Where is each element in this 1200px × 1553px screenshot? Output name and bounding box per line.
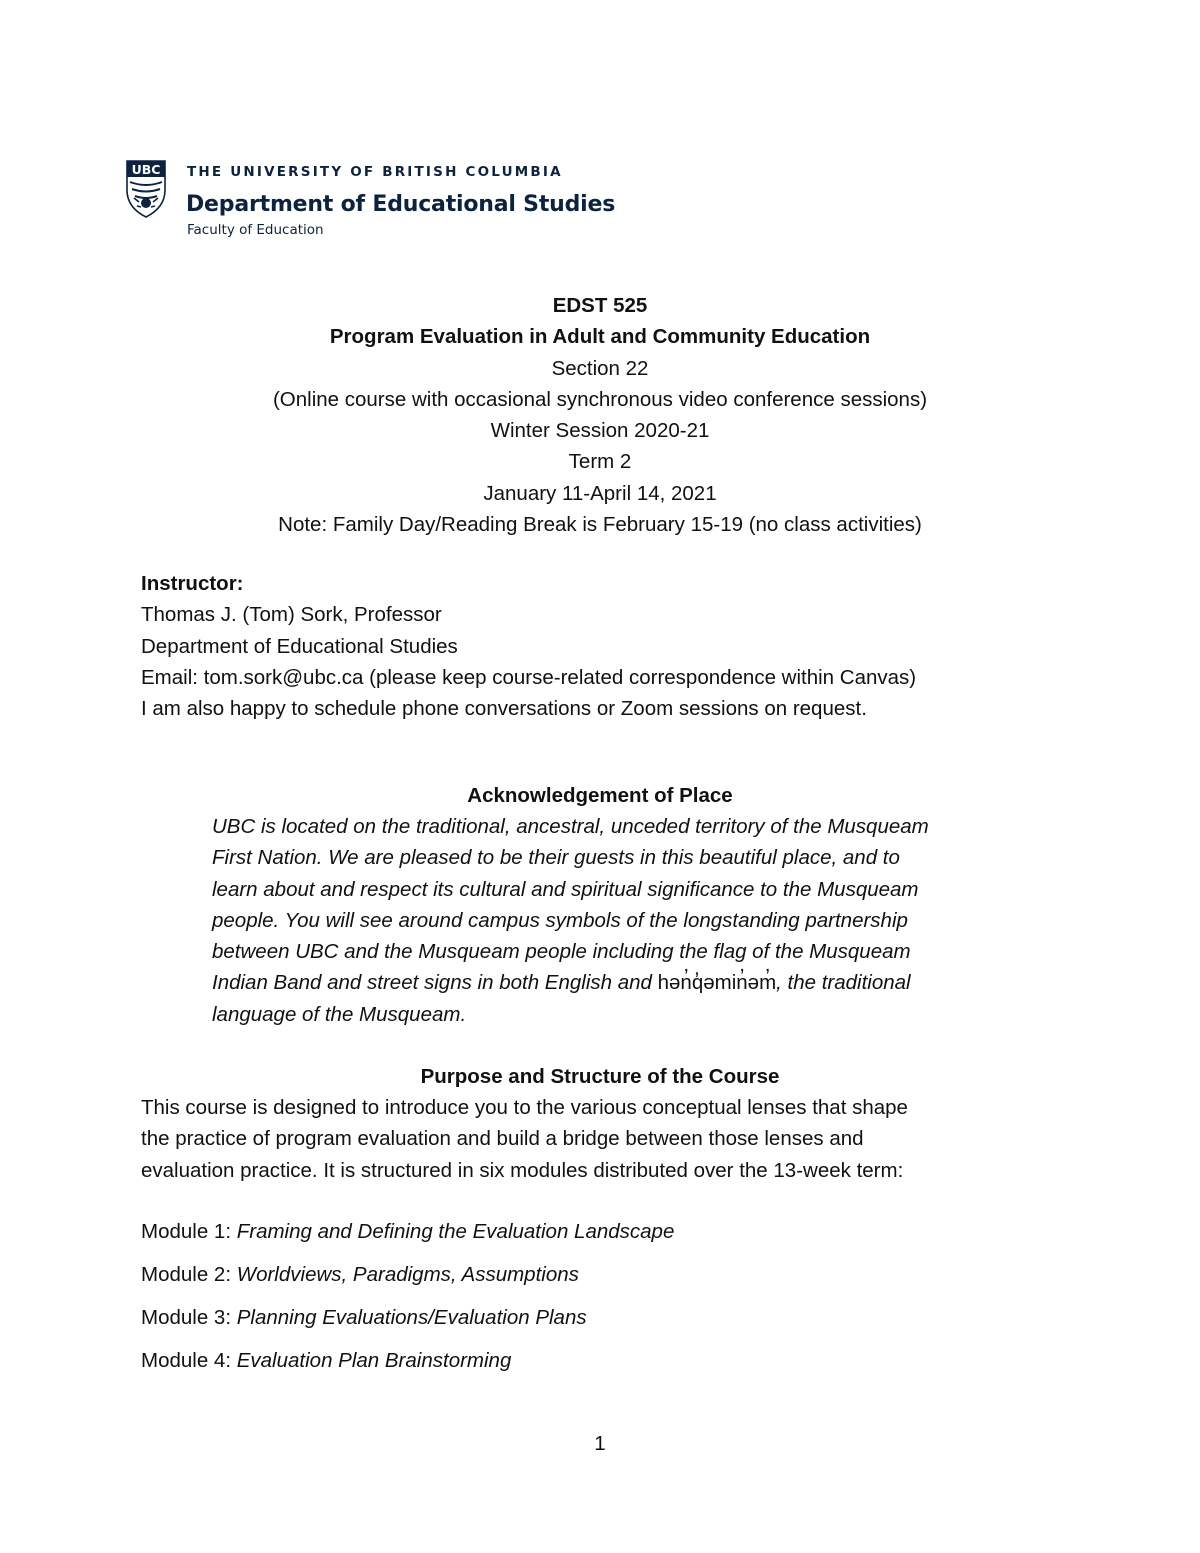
module-label: Module 2: bbox=[141, 1263, 237, 1286]
faculty-name: Faculty of Education bbox=[187, 222, 324, 238]
acknowledgement-line-part: Indian Band and street signs in both English and bbox=[212, 971, 658, 995]
module-item bbox=[141, 1345, 674, 1388]
course-note: Note: Family Day/Reading Break is February 15-19 (no class activities) bbox=[278, 513, 922, 537]
course-session: Winter Session 2020-21 bbox=[490, 419, 710, 443]
course-title: Program Evaluation in Adult and Community Education bbox=[329, 325, 871, 349]
course-term: Term 2 bbox=[568, 450, 632, 474]
instructor-email: Email: tom.sork@ubc.ca (please keep course-related correspondence within Canvas) bbox=[141, 665, 917, 689]
course-format: (Online course with occasional synchronous video conference sessions) bbox=[272, 387, 928, 411]
acknowledgement-line: language of the Musqueam. bbox=[212, 1002, 467, 1026]
course-dates: January 11-April 14, 2021 bbox=[483, 481, 717, 505]
acknowledgement-body bbox=[212, 811, 1052, 1030]
purpose-line: evaluation practice. It is structured in six modules distributed over the 13-week term: bbox=[141, 1158, 904, 1182]
acknowledgement-line: First Nation. We are pleased to be their guests in this beautiful place, and to bbox=[212, 846, 900, 870]
acknowledgement-line: UBC is located on the traditional, ancestral, unceded territory of the Musqueam bbox=[212, 815, 929, 838]
course-section: Section 22 bbox=[551, 356, 649, 380]
module-title: Framing and Defining the Evaluation Landscape bbox=[236, 1220, 675, 1243]
module-list bbox=[141, 1216, 674, 1388]
module-title: Worldviews, Paradigms, Assumptions bbox=[236, 1263, 579, 1286]
instructor-department: Department of Educational Studies bbox=[141, 634, 458, 658]
purpose-heading: Purpose and Structure of the Course bbox=[420, 1065, 780, 1088]
module-item bbox=[141, 1259, 674, 1302]
module-item bbox=[141, 1302, 674, 1345]
department-name: Department of Educational Studies bbox=[186, 192, 616, 217]
purpose-body bbox=[141, 1092, 1061, 1186]
acknowledgement-line-part: , the traditional bbox=[776, 971, 911, 995]
university-name: THE UNIVERSITY OF BRITISH COLUMBIA bbox=[187, 164, 563, 180]
module-item bbox=[141, 1216, 674, 1259]
language-name: hən̓q̓əmin̓əm̓ bbox=[657, 971, 777, 995]
acknowledgement-line: learn about and respect its cultural and spiritual significance to the Musqueam bbox=[212, 877, 919, 901]
page-number: 1 bbox=[594, 1432, 606, 1455]
instructor-heading: Instructor: bbox=[141, 572, 244, 595]
acknowledgement-line: people. You will see around campus symbols of the longstanding partnership bbox=[212, 908, 908, 932]
purpose-line: the practice of program evaluation and build a bridge between those lenses and bbox=[141, 1127, 864, 1151]
module-label: Module 4: bbox=[141, 1349, 237, 1372]
instructor-name: Thomas J. (Tom) Sork, Professor bbox=[141, 603, 442, 627]
purpose-line: This course is designed to introduce you to the various conceptual lenses that shape bbox=[141, 1096, 908, 1119]
ubc-crest-logo bbox=[126, 160, 166, 218]
module-label: Module 1: bbox=[141, 1220, 237, 1243]
acknowledgement-heading: Acknowledgement of Place bbox=[467, 784, 733, 807]
course-code: EDST 525 bbox=[552, 294, 648, 317]
instructor-contact: I am also happy to schedule phone conversations or Zoom sessions on request. bbox=[141, 697, 867, 721]
crest-text: UBC bbox=[131, 162, 161, 177]
module-title: Evaluation Plan Brainstorming bbox=[236, 1349, 512, 1372]
module-title: Planning Evaluations/Evaluation Plans bbox=[236, 1306, 587, 1329]
acknowledgement-line-language bbox=[212, 967, 1052, 998]
ubc-letterhead bbox=[126, 160, 646, 240]
module-label: Module 3: bbox=[141, 1306, 237, 1329]
instructor-block bbox=[141, 568, 916, 724]
course-title-block bbox=[0, 290, 1200, 540]
acknowledgement-line: between UBC and the Musqueam people including the flag of the Musqueam bbox=[212, 940, 911, 964]
